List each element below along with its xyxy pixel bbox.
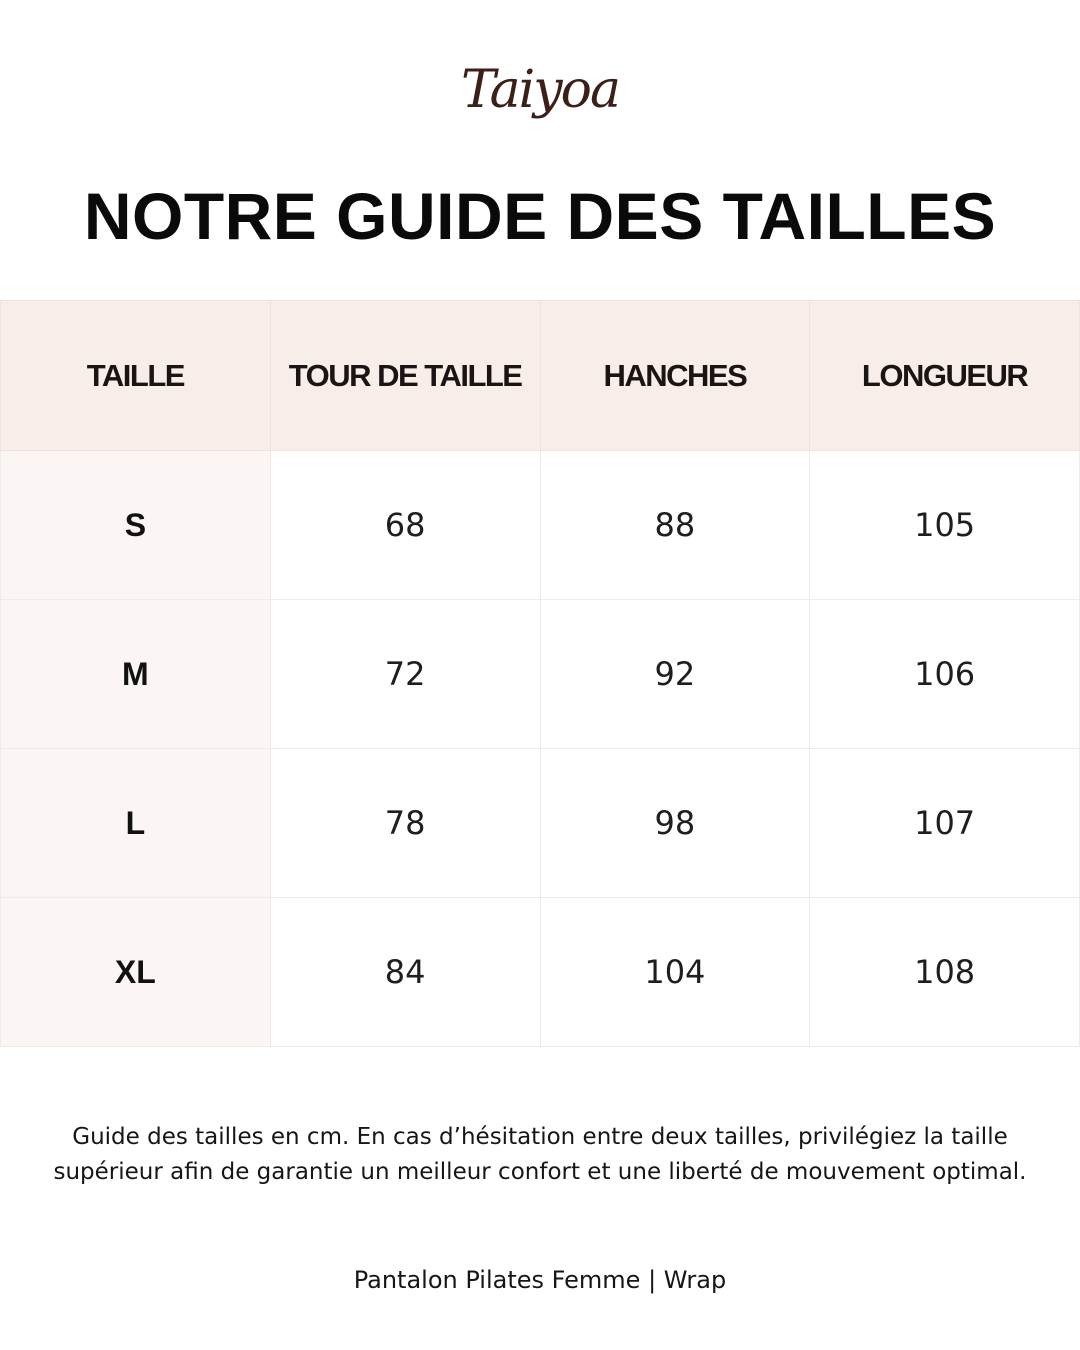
size-cell: L [1, 749, 271, 898]
page-title: NOTRE GUIDE DES TAILLES [83, 179, 997, 253]
header-taille: TAILLE [1, 301, 271, 451]
tour-de-taille-cell: 78 [270, 749, 540, 898]
size-guide-note [20, 1120, 1060, 1190]
hanches-cell: 98 [540, 749, 810, 898]
size-cell: S [1, 451, 271, 600]
table-header-row [1, 301, 1080, 451]
header-hanches: HANCHES [540, 301, 810, 451]
hanches-cell: 92 [540, 600, 810, 749]
hanches-cell: 104 [540, 898, 810, 1047]
size-cell: M [1, 600, 271, 749]
longueur-cell: 107 [810, 749, 1080, 898]
table-row [1, 600, 1080, 749]
note-line-1: Guide des tailles en cm. En cas d’hésitation entre deux tailles, privilégiez la taille [72, 1124, 1008, 1150]
table-row [1, 451, 1080, 600]
table-row [1, 749, 1080, 898]
longueur-cell: 105 [810, 451, 1080, 600]
longueur-cell: 108 [810, 898, 1080, 1047]
header-tour-de-taille: TOUR DE TAILLE [270, 301, 540, 451]
tour-de-taille-cell: 68 [270, 451, 540, 600]
table-row [1, 898, 1080, 1047]
note-line-2: supérieur afin de garantie un meilleur confort et une liberté de mouvement optimal. [53, 1159, 1027, 1185]
longueur-cell: 106 [810, 600, 1080, 749]
header-longueur: LONGUEUR [810, 301, 1080, 451]
tour-de-taille-cell: 84 [270, 898, 540, 1047]
table-body [1, 451, 1080, 1047]
tour-de-taille-cell: 72 [270, 600, 540, 749]
brand-logo: Taiyoa [461, 60, 619, 120]
product-label: Pantalon Pilates Femme | Wrap [353, 1266, 727, 1294]
table-header [1, 301, 1080, 451]
hanches-cell: 88 [540, 451, 810, 600]
size-guide-table [0, 300, 1080, 1047]
size-cell: XL [1, 898, 271, 1047]
